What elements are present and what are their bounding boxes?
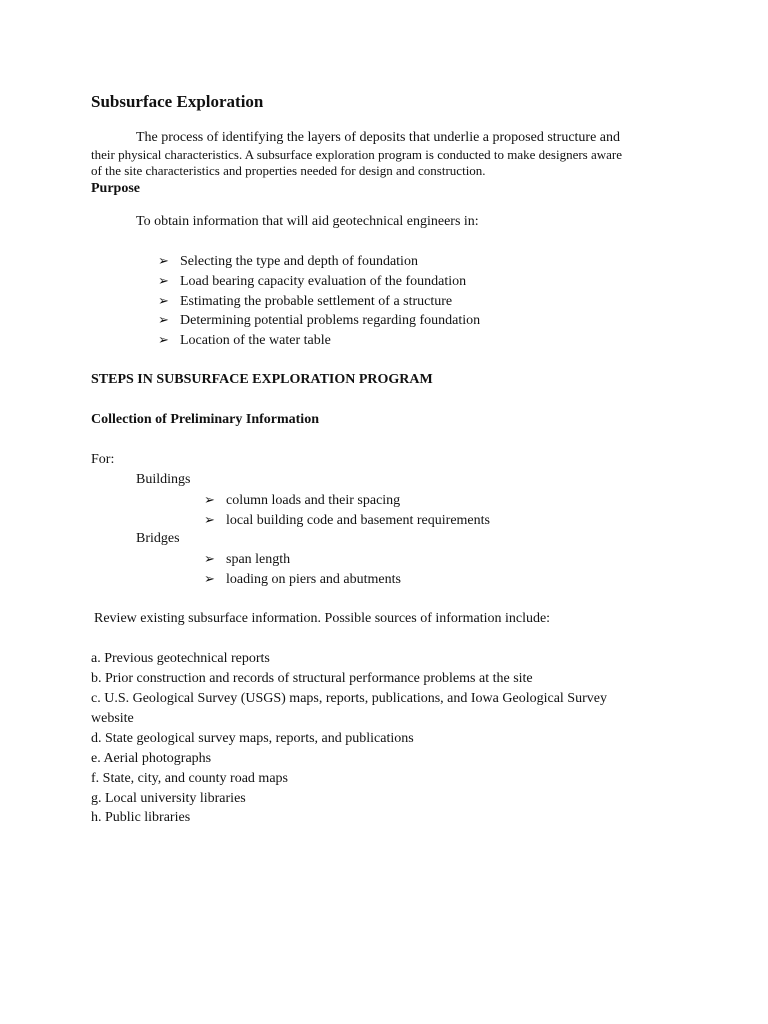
arrow-bullet-icon: ➢ (204, 571, 215, 586)
list-item-text: loading on piers and abutments (226, 572, 401, 587)
list-item-text: Location of the water table (180, 333, 331, 348)
source-item: website (91, 711, 134, 726)
list-item (158, 271, 466, 291)
source-item: e. Aerial photographs (91, 751, 212, 766)
for-label: For: (91, 452, 115, 467)
list-item-text: column loads and their spacing (226, 493, 401, 508)
source-item: f. State, city, and county road maps (91, 771, 288, 786)
bridges-label: Bridges (136, 531, 180, 546)
list-item (158, 251, 418, 271)
review-paragraph: Review existing subsurface information. Possible sources of information include: (94, 611, 551, 626)
purpose-heading: Purpose (91, 181, 140, 196)
list-item (204, 490, 400, 510)
source-item: g. Local university libraries (91, 791, 246, 806)
page-title: Subsurface Exploration (91, 92, 264, 111)
source-item: a. Previous geotechnical reports (91, 651, 270, 666)
source-item: b. Prior construction and records of structural performance problems at the site (91, 671, 533, 686)
intro-line-2: their physical characteristics. A subsurface exploration program is conducted to make designers aware (91, 147, 623, 162)
arrow-bullet-icon: ➢ (158, 273, 169, 288)
intro-line-3: of the site characteristics and properties needed for design and construction. (91, 163, 486, 178)
buildings-label: Buildings (136, 472, 191, 487)
arrow-bullet-icon: ➢ (204, 512, 215, 527)
list-item-text: Determining potential problems regarding foundation (180, 313, 481, 328)
list-item-text: Selecting the type and depth of foundation (180, 254, 418, 269)
list-item-text: Estimating the probable settlement of a structure (180, 294, 453, 309)
source-item: d. State geological survey maps, reports, and publications (91, 731, 414, 746)
arrow-bullet-icon: ➢ (158, 312, 169, 327)
source-item: c. U.S. Geological Survey (USGS) maps, reports, publications, and Iowa Geological Survey (91, 691, 607, 706)
arrow-bullet-icon: ➢ (204, 551, 215, 566)
arrow-bullet-icon: ➢ (204, 492, 215, 507)
collection-heading: Collection of Preliminary Information (91, 412, 319, 427)
arrow-bullet-icon: ➢ (158, 332, 169, 347)
intro-line-1: The process of identifying the layers of deposits that underlie a proposed structure and (136, 130, 621, 145)
purpose-lead: To obtain information that will aid geotechnical engineers in: (136, 214, 479, 229)
list-item (158, 291, 452, 311)
list-item-text: Load bearing capacity evaluation of the foundation (180, 274, 467, 289)
list-item (204, 569, 401, 589)
list-item (204, 549, 290, 569)
list-item (204, 510, 490, 530)
list-item (158, 310, 480, 330)
list-item (158, 330, 331, 350)
steps-heading: STEPS IN SUBSURFACE EXPLORATION PROGRAM (91, 372, 433, 387)
list-item-text: local building code and basement requirements (226, 513, 490, 528)
arrow-bullet-icon: ➢ (158, 253, 169, 268)
list-item-text: span length (226, 552, 291, 567)
arrow-bullet-icon: ➢ (158, 293, 169, 308)
source-item: h. Public libraries (91, 810, 191, 825)
